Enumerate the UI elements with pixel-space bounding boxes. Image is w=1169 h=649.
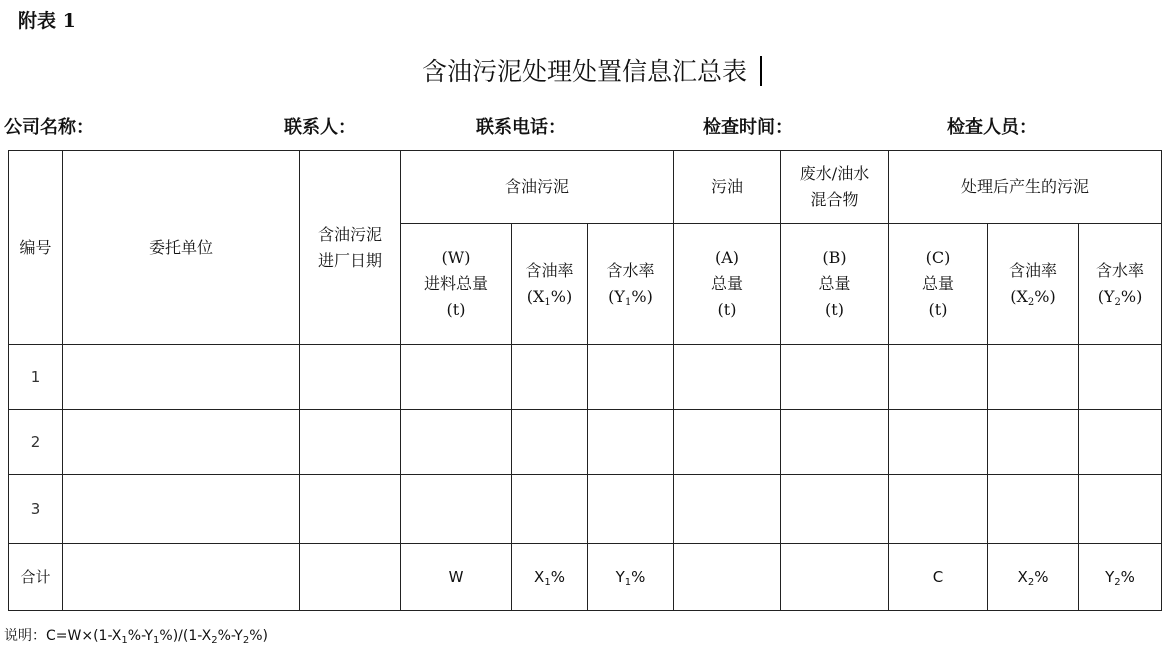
header-wastewater-mixture: 废水/油水 混合物	[781, 151, 889, 224]
total-oil-rate-1: $X_1\%$	[512, 544, 588, 611]
header-entry-date: 含油污泥 进厂日期	[300, 151, 401, 345]
company-name-label: 公司名称：	[4, 117, 94, 138]
text-cursor	[760, 56, 762, 86]
header-water-rate-1: 含水率 $(Y_1\%)$	[588, 224, 674, 345]
total-water-rate-1: $Y_1\%$	[588, 544, 674, 611]
header-treated-total: (C) 总量 (t)	[889, 224, 988, 345]
table-row	[9, 410, 1162, 475]
header-oil-rate-2: 含油率 $(X_2\%)$	[988, 224, 1079, 345]
total-row	[9, 544, 1162, 611]
formula-note: 说明：$C=W\times(1-X_1\%-Y_1\%)/(1-X_2\%-Y_2\%)$	[4, 628, 268, 646]
total-water-rate-2: $Y_2\%$	[1079, 544, 1162, 611]
total-oil-rate-2: $X_2\%$	[988, 544, 1079, 611]
header-entrusted-unit: 委托单位	[63, 151, 300, 345]
header-number: 编号	[9, 151, 63, 345]
row-number: 3	[9, 475, 63, 544]
header-mixture-total: (B) 总量 (t)	[781, 224, 889, 345]
contact-phone-label: 联系电话：	[476, 117, 566, 138]
table-row	[9, 345, 1162, 410]
appendix-label: 附表 1	[18, 10, 76, 32]
total-treated: C	[889, 544, 988, 611]
header-waste-oil: 污油	[674, 151, 781, 224]
document-title: 含油污泥处理处置信息汇总表	[421, 57, 747, 86]
total-feed: W	[401, 544, 512, 611]
row-number: 2	[9, 410, 63, 475]
header-oil-rate-1: 含油率 $(X_1\%)$	[512, 224, 588, 345]
inspector-label: 检查人员：	[947, 117, 1037, 138]
header-water-rate-2: 含水率 $(Y_2\%)$	[1079, 224, 1162, 345]
check-time-label: 检查时间：	[703, 117, 793, 138]
header-treated-sludge-group: 处理后产生的污泥	[889, 151, 1162, 224]
header-row-1	[9, 151, 1162, 224]
header-feed-total: (W) 进料总量 (t)	[401, 224, 512, 345]
contact-person-label: 联系人：	[284, 117, 356, 138]
header-oil-total: (A) 总量 (t)	[674, 224, 781, 345]
row-number: 1	[9, 345, 63, 410]
table-row	[9, 475, 1162, 544]
header-oily-sludge-group: 含油污泥	[401, 151, 674, 224]
total-label: 合计	[9, 544, 63, 611]
summary-table	[8, 150, 1162, 611]
